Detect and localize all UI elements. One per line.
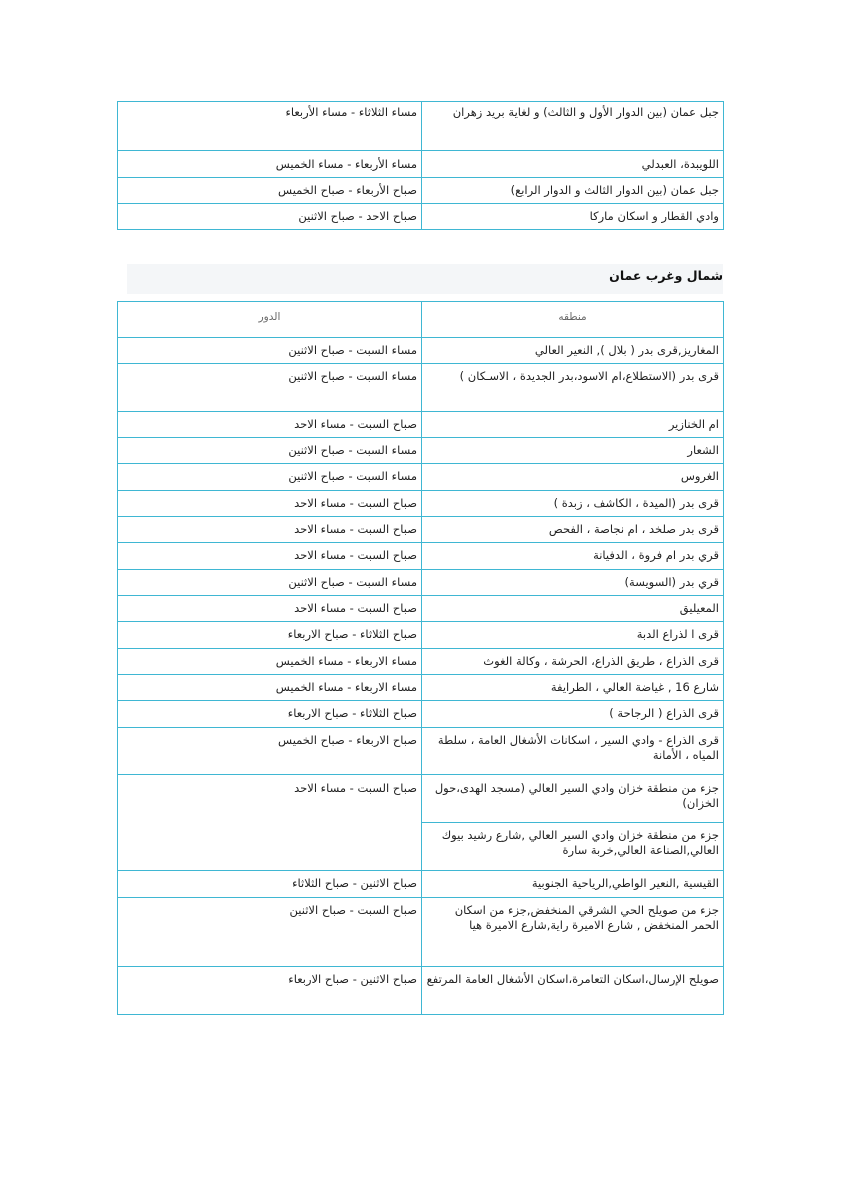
table-row (118, 775, 724, 871)
schedule-table-top (117, 101, 724, 230)
table-row (118, 178, 724, 204)
table-row (118, 364, 724, 412)
shift-cell: صباح الأربعاء - صباح الخميس (118, 178, 422, 204)
shift-cell: مساء الاربعاء - مساء الخميس (118, 649, 422, 675)
shift-column-header: الدور (118, 302, 422, 338)
area-cell: قرى بدر صلخد ، ام نجاصة ، الفحص (422, 517, 724, 543)
area-cell-part: جزء من منطقة خزان وادي السير العالي ,شارع رشيد بيوك العالي,الصناعة العالي,خربة سارة (422, 822, 723, 870)
shift-cell: صباح الاربعاء - صباح الخميس (118, 728, 422, 775)
table-row (118, 570, 724, 596)
shift-cell: مساء السبت - صباح الاثنين (118, 338, 422, 364)
shift-cell: صباح السبت - مساء الاحد (118, 596, 422, 622)
area-cell: قرى ا لذراع الدبة (422, 622, 724, 649)
table-row (118, 517, 724, 543)
table-row (118, 967, 724, 1015)
area-column-header: منطقه (422, 302, 724, 338)
area-cell: قري بدر (السويسة) (422, 570, 724, 596)
area-cell: الشعار (422, 438, 724, 464)
area-cell: جزء من صويلح الحي الشرقي المنخفض,جزء من اسكان الحمر المنخفض , شارع الاميرة راية,شارع الاميرة هيا (422, 898, 724, 967)
table-row (118, 728, 724, 775)
shift-cell: مساء السبت - صباح الاثنين (118, 464, 422, 491)
area-cell: جبل عمان (بين الدوار الأول و الثالث) و لغاية بريد زهران (422, 102, 724, 151)
shift-cell: مساء الاربعاء - مساء الخميس (118, 675, 422, 701)
shift-cell: مساء الثلاثاء - مساء الأربعاء (118, 102, 422, 151)
area-cell: المغاريز,قرى بدر ( بلال ), النعير العالي (422, 338, 724, 364)
shift-cell: مساء السبت - صباح الاثنين (118, 570, 422, 596)
area-cell: قرى الذراع - وادي السير ، اسكانات الأشغال العامة ، سلطة المياه ، الأمانة (422, 728, 724, 775)
table-row (118, 338, 724, 364)
shift-cell: صباح السبت - مساء الاحد (118, 543, 422, 570)
area-cell: المعيليق (422, 596, 724, 622)
area-cell-stack (422, 775, 723, 870)
table-row (118, 102, 724, 151)
table-header-row (118, 302, 724, 338)
table-row (118, 464, 724, 491)
area-cell: جبل عمان (بين الدوار الثالث و الدوار الرابع) (422, 178, 724, 204)
area-cell: قرى بدر (الميدة ، الكاشف ، زبدة ) (422, 491, 724, 517)
area-cell: شارع 16 , غياضة العالي ، الطرايفة (422, 675, 724, 701)
table-row (118, 543, 724, 570)
area-cell: القيسية ,النعير الواطي,الرياحية الجنوبية (422, 871, 724, 898)
area-cell-split (422, 775, 724, 871)
area-cell: قرى الذراع ( الرجاحة ) (422, 701, 724, 728)
area-cell: اللويبدة، العبدلي (422, 151, 724, 178)
table-row (118, 204, 724, 230)
area-cell: قرى بدر (الاستطلاع،ام الاسود،بدر الجديدة ، الاسـكان ) (422, 364, 724, 412)
table-row (118, 596, 724, 622)
table-row (118, 491, 724, 517)
shift-cell: مساء السبت - صباح الاثنين (118, 438, 422, 464)
shift-cell: صباح السبت - مساء الاحد (118, 517, 422, 543)
shift-cell: صباح السبت - مساء الاحد (118, 775, 422, 871)
shift-cell: صباح الثلاثاء - صباح الاربعاء (118, 622, 422, 649)
area-cell: وادي القطار و اسكان ماركا (422, 204, 724, 230)
area-cell: الغروس (422, 464, 724, 491)
table-row (118, 701, 724, 728)
area-cell: صويلح الإرسال،اسكان التعامرة،اسكان الأشغال العامة المرتفع (422, 967, 724, 1015)
table-row (118, 622, 724, 649)
shift-cell: صباح السبت - صباح الاثنين (118, 898, 422, 967)
section-title: شمال وغرب عمان (609, 268, 723, 283)
shift-cell: مساء الأربعاء - مساء الخميس (118, 151, 422, 178)
shift-cell: صباح السبت - مساء الاحد (118, 491, 422, 517)
shift-cell: صباح الاحد - صباح الاثنين (118, 204, 422, 230)
table-row (118, 649, 724, 675)
table-row (118, 871, 724, 898)
table-row (118, 675, 724, 701)
table-row (118, 412, 724, 438)
area-cell: قري بدر ام فروة ، الدفيانة (422, 543, 724, 570)
table-row (118, 898, 724, 967)
table-row (118, 438, 724, 464)
shift-cell: صباح الاثنين - صباح الثلاثاء (118, 871, 422, 898)
area-cell: ام الخنازير (422, 412, 724, 438)
shift-cell: صباح الثلاثاء - صباح الاربعاء (118, 701, 422, 728)
shift-cell: مساء السبت - صباح الاثنين (118, 364, 422, 412)
area-cell-part: جزء من منطقة خزان وادي السير العالي (مسجد الهدى،حول الخزان) (434, 781, 719, 810)
shift-cell: صباح السبت - مساء الاحد (118, 412, 422, 438)
table-row (118, 151, 724, 178)
area-cell: قرى الذراع ، طريق الذراع، الحرشة ، وكالة الغوث (422, 649, 724, 675)
schedule-table-main (117, 301, 724, 1015)
shift-cell: صباح الاثنين - صباح الاربعاء (118, 967, 422, 1015)
